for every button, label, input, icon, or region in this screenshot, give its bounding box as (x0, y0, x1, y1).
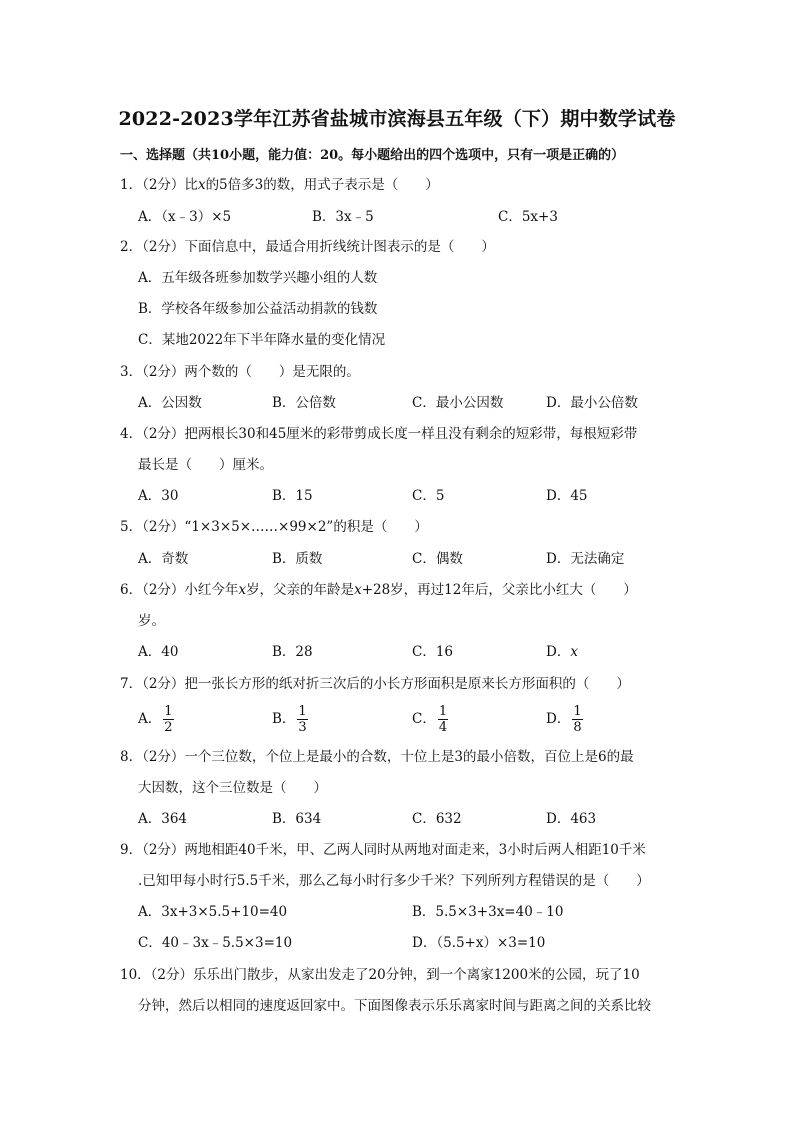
q7-c-label: C． (412, 711, 436, 727)
q7-option-b[interactable] (272, 704, 308, 735)
q1-option-b[interactable]: B．3x﹣5 (312, 209, 374, 225)
q8-option-c[interactable]: C．632 (412, 811, 462, 827)
q6-option-d[interactable] (546, 642, 578, 662)
q7-a-num: 1 (164, 704, 173, 719)
q6-option-c[interactable]: C．16 (412, 644, 454, 660)
question-8-cont: 大因数，这个三位数是（ ） (138, 780, 327, 796)
q9-option-b[interactable]: B．5.5×3+3x=40﹣10 (412, 904, 564, 920)
q7-b-den: 3 (298, 720, 307, 735)
q5-option-c[interactable]: C．偶数 (412, 551, 463, 567)
q6-option-b[interactable]: B．28 (272, 644, 313, 660)
q9-option-a[interactable]: A．3x+3×5.5+10=40 (138, 904, 288, 920)
q6-stem-mid: 岁，父亲的年龄是 (246, 582, 355, 598)
q7-d-fraction (572, 704, 582, 735)
q6-var-1: x (238, 582, 247, 598)
question-4-cont: 最长是（ ）厘米。 (138, 457, 273, 473)
q7-c-fraction (438, 704, 448, 735)
q4-option-d[interactable]: D．45 (546, 488, 588, 504)
question-5: 5．（2分）“1×3×5×……×99×2”的积是（ ） (120, 519, 428, 535)
q7-option-a[interactable] (138, 704, 174, 735)
q7-option-c[interactable] (412, 704, 448, 735)
question-8: 8．（2分）一个三位数，个位上是最小的合数，十位上是3的最小倍数，百位上是6的最 (120, 749, 634, 765)
question-6 (120, 580, 637, 600)
question-10-cont: 分钟，然后以相同的速度返回家中。下面图像表示乐乐离家时间与距离之间的关系比较 (138, 998, 651, 1014)
question-6-cont: 岁。 (138, 613, 165, 629)
q1-var: x (197, 177, 206, 193)
q6-var-2: x (354, 582, 362, 598)
q4-option-c[interactable]: C．5 (412, 488, 445, 504)
q7-d-den: 8 (573, 720, 582, 735)
q4-option-b[interactable]: B．15 (272, 488, 313, 504)
q7-b-num: 1 (298, 704, 307, 719)
q6-d-label: D． (546, 644, 571, 660)
q7-d-num: 1 (573, 704, 582, 719)
q3-option-a[interactable]: A．公因数 (138, 395, 202, 411)
q3-option-d[interactable]: D．最小公倍数 (546, 395, 638, 411)
question-1 (120, 175, 439, 195)
q8-option-b[interactable]: B．634 (272, 811, 322, 827)
q6-stem: 6．（2分）小红今年 (120, 582, 239, 598)
question-9: 9．（2分）两地相距40千米，甲、乙两人同时从两地对面走来，3小时后两人相距10千米 (120, 842, 646, 858)
q1-stem: 1．（2分）比 (120, 177, 198, 193)
q7-c-den: 4 (438, 720, 448, 735)
section-heading: 一、选择题（共10小题，能力值：20。每小题给出的四个选项中，只有一项是正确的） (120, 148, 625, 163)
q8-option-a[interactable]: A．364 (138, 811, 188, 827)
q2-option-c[interactable]: C．某地2022年下半年降水量的变化情况 (138, 332, 386, 348)
question-9-cont: .已知甲每小时行5.5千米，那么乙每小时行多少千米？下列所列方程错误的是（ ） (138, 873, 650, 889)
q8-option-d[interactable]: D．463 (546, 811, 597, 827)
page-title: 2022-2023学年江苏省盐城市滨海县五年级（下）期中数学试卷 (118, 108, 676, 130)
q2-option-b[interactable]: B．学校各年级参加公益活动捐款的钱数 (138, 301, 378, 317)
question-3: 3．（2分）两个数的（ ）是无限的。 (120, 364, 360, 380)
q7-d-label: D． (546, 711, 571, 727)
q7-a-fraction (163, 704, 173, 735)
question-10: 10．（2分）乐乐出门散步，从家出发走了20分钟，到一个离家1200米的公园，玩了10 (120, 967, 640, 983)
q7-a-label: A． (138, 711, 162, 727)
q3-option-c[interactable]: C．最小公因数 (412, 395, 504, 411)
q4-option-a[interactable]: A．30 (138, 488, 179, 504)
question-4: 4．（2分）把两根长30和45厘米的彩带剪成长度一样且没有剩余的短彩带，每根短彩带 (120, 426, 638, 442)
q1-option-a[interactable]: A．（x﹣3）×5 (138, 209, 232, 225)
q6-option-a[interactable]: A．40 (138, 644, 179, 660)
q6-stem-end: +28岁，再过12年后，父亲比小红大（ ） (361, 582, 637, 598)
q2-option-a[interactable]: A．五年级各班参加数学兴趣小组的人数 (138, 270, 378, 286)
q3-option-b[interactable]: B．公倍数 (272, 395, 336, 411)
q7-a-den: 2 (164, 720, 173, 735)
question-7: 7．（2分）把一张长方形的纸对折三次后的小长方形面积是原来长方形面积的（ ） (120, 676, 630, 692)
q1-stem-end: 的5倍多3的数，用式子表示是（ ） (205, 177, 439, 193)
q6-d-var: x (570, 644, 578, 660)
q5-option-b[interactable]: B．质数 (272, 551, 323, 567)
q9-option-d[interactable]: D．（5.5+x）×3=10 (412, 935, 546, 951)
q9-option-c[interactable]: C．40﹣3x﹣5.5×3=10 (138, 935, 293, 951)
question-2: 2．（2分）下面信息中，最适合用折线统计图表示的是（ ） (120, 239, 495, 255)
q7-c-num: 1 (438, 704, 448, 719)
q5-option-a[interactable]: A．奇数 (138, 551, 189, 567)
q7-option-d[interactable] (546, 704, 583, 735)
q7-b-label: B． (272, 711, 296, 727)
q5-option-d[interactable]: D．无法确定 (546, 551, 625, 567)
q1-option-c[interactable]: C．5x+3 (498, 209, 558, 225)
q7-b-fraction (297, 704, 307, 735)
